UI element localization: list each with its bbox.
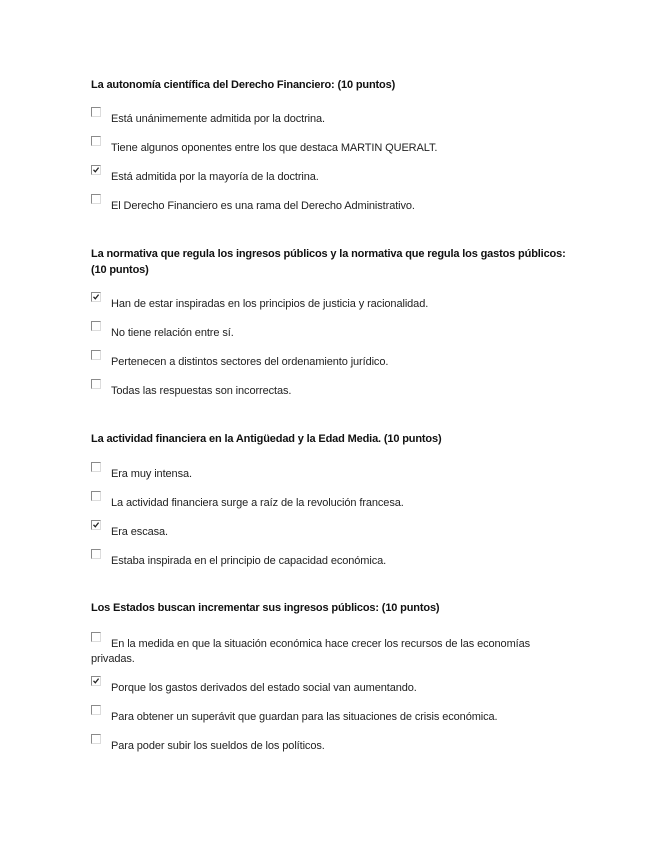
question-3-option-1[interactable]: [91, 467, 571, 482]
option-label: El Derecho Financiero es una rama del Derecho Administrativo.: [111, 200, 415, 212]
question-4-option-2[interactable]: [91, 681, 571, 696]
question-1-option-3[interactable]: [91, 170, 571, 185]
question-2-option-1[interactable]: [91, 297, 571, 312]
option-label: Está unánimemente admitida por la doctrina.: [111, 113, 325, 125]
check-icon: [92, 166, 100, 174]
option-label: Era escasa.: [111, 526, 168, 538]
check-icon: [92, 521, 100, 529]
question-2-option-2[interactable]: [91, 326, 571, 341]
option-label: Está admitida por la mayoría de la doctrina.: [111, 171, 319, 183]
checkbox[interactable]: [91, 549, 101, 559]
checkbox[interactable]: [91, 676, 101, 686]
question-3: [91, 431, 571, 567]
question-4-option-4[interactable]: [91, 739, 571, 754]
question-4-title: Los Estados buscan incrementar sus ingresos públicos: (10 puntos): [91, 602, 440, 614]
question-2-option-4[interactable]: [91, 384, 571, 399]
question-1: [91, 77, 571, 212]
checkbox[interactable]: [91, 107, 101, 117]
checkbox[interactable]: [91, 491, 101, 501]
question-1-option-1[interactable]: [91, 112, 571, 127]
question-2-title: La normativa que regula los ingresos públicos y la normativa que regula los gastos públicos: (10 puntos): [91, 248, 566, 276]
question-3-title: La actividad financiera en la Antigüedad y la Edad Media. (10 puntos): [91, 433, 442, 445]
question-4-option-1[interactable]: [91, 637, 571, 667]
option-label: Pertenecen a distintos sectores del ordenamiento jurídico.: [111, 356, 389, 368]
check-icon: [92, 677, 100, 685]
option-label: La actividad financiera surge a raíz de la revolución francesa.: [111, 497, 404, 509]
checkbox[interactable]: [91, 520, 101, 530]
checkbox[interactable]: [91, 632, 101, 642]
checkbox[interactable]: [91, 194, 101, 204]
checkbox[interactable]: [91, 379, 101, 389]
question-3-option-2[interactable]: [91, 496, 571, 511]
checkbox[interactable]: [91, 136, 101, 146]
option-label: Porque los gastos derivados del estado social van aumentando.: [111, 682, 417, 694]
question-2-option-3[interactable]: [91, 355, 571, 370]
option-label: Han de estar inspiradas en los principios de justicia y racionalidad.: [111, 298, 429, 310]
question-2: [91, 246, 571, 397]
option-label: Para obtener un superávit que guardan para las situaciones de crisis económica.: [111, 711, 498, 723]
question-3-option-4[interactable]: [91, 554, 571, 569]
question-4-option-3[interactable]: [91, 710, 571, 725]
checkbox[interactable]: [91, 705, 101, 715]
option-label: Tiene algunos oponentes entre los que destaca MARTIN QUERALT.: [111, 142, 438, 154]
check-icon: [92, 293, 100, 301]
checkbox[interactable]: [91, 734, 101, 744]
checkbox[interactable]: [91, 292, 101, 302]
option-label: En la medida en que la situación económica hace crecer los recursos de las economías privadas.: [91, 638, 531, 665]
checkbox[interactable]: [91, 165, 101, 175]
question-1-option-2[interactable]: [91, 141, 571, 156]
option-label: Todas las respuestas son incorrectas.: [111, 385, 292, 397]
option-label: Para poder subir los sueldos de los políticos.: [111, 740, 325, 752]
question-1-option-4[interactable]: [91, 199, 571, 214]
option-label: No tiene relación entre sí.: [111, 327, 234, 339]
checkbox[interactable]: [91, 462, 101, 472]
question-3-option-3[interactable]: [91, 525, 571, 540]
question-1-title: La autonomía científica del Derecho Financiero: (10 puntos): [91, 79, 396, 91]
checkbox[interactable]: [91, 321, 101, 331]
question-4: [91, 600, 571, 752]
option-label: Estaba inspirada en el principio de capacidad económica.: [111, 555, 387, 567]
option-label: Era muy intensa.: [111, 468, 192, 480]
checkbox[interactable]: [91, 350, 101, 360]
